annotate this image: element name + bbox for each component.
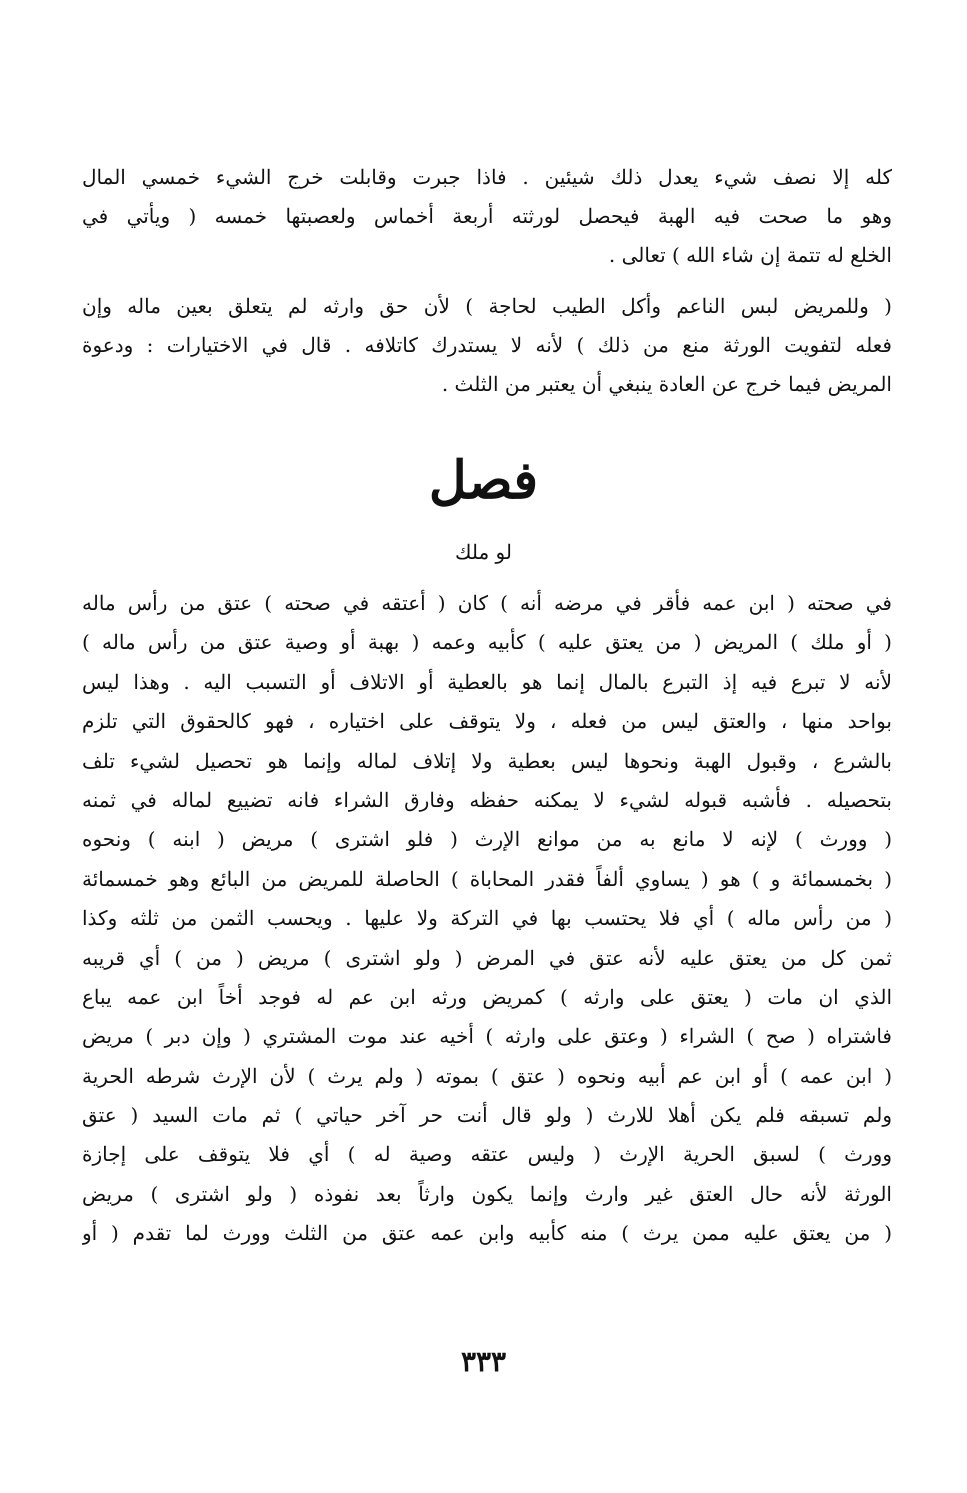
text-line: ( من رأس ماله ) أي فلا يحتسب بها في التركة ولا عليها . ويحسب الثمن من ثلثه وكذا bbox=[82, 906, 892, 931]
text-line: فاشتراه ( صح ) الشراء ( وعتق على وارثه ) أخيه عند موت المشتري ( وإن دبر ) مريض bbox=[82, 1024, 892, 1049]
paragraph-3 bbox=[82, 584, 892, 1254]
section-heading-text: فصل bbox=[428, 450, 539, 511]
text-line: ( ابن عمه ) أو ابن عم أبيه ونحوه ( عتق ) بموته ( ولم يرث ) لأن الإرث شرطه الحرية bbox=[82, 1063, 892, 1088]
text-line: الخلع له تتمة إن شاء الله ) تعالى . bbox=[608, 243, 892, 267]
text-line: وهو ما صحت فيه الهبة فيحصل لورثته أربعة أخماس ولعصبتها خمسه ( ويأتي في bbox=[82, 204, 892, 228]
text-line: ولم تسبقه فلم يكن أهلا للارث ( ولو قال أنت حر آخر حياتي ) ثم مات السيد ( عتق bbox=[82, 1103, 892, 1128]
text-line: ( أو ملك ) المريض ( من يعتق عليه ) كأبيه وعمه ( بهبة أو وصية عتق من رأس ماله ) bbox=[82, 630, 892, 655]
text-line: ( من يعتق عليه ممن يرث ) منه كأبيه وابن عمه عتق من الثلث وورث لما تقدم ( أو bbox=[82, 1221, 892, 1246]
paragraph-2 bbox=[82, 287, 892, 404]
text-line: فعله لتفويت الورثة منع من ذلك ) لأنه لا يستدرك كاتلافه . قال في الاختيارات : ودعوة bbox=[82, 333, 892, 357]
text-line: ( بخمسمائة و ) هو ( يساوي ألفاً فقدر المحاباة ) الحاصلة للمريض من البائع وهو خمسمائة bbox=[82, 866, 892, 891]
text-line: ( وللمريض لبس الناعم وأكل الطيب لحاجة ) لأن حق وارثه لم يتعلق بعين ماله وإن bbox=[82, 294, 892, 318]
page-number: ٣٣٣ bbox=[460, 1345, 507, 1378]
text-line: ثمن كل من يعتق عليه لأنه عتق في المرض ( ولو اشترى ) مريض ( من ) أي قريبه bbox=[82, 945, 892, 970]
text-line: الورثة لأنه حال العتق غير وارث وإنما يكون وارثاً بعد نفوذه ( ولو اشترى ) مريض bbox=[82, 1181, 892, 1206]
text-line: في صحته ( ابن عمه فأقر في مرضه أنه ) كان ( أعتقه في صحته ) عتق من رأس ماله bbox=[82, 591, 892, 615]
text-line: بالشرع ، وقبول الهبة ونحوها ليس بعطية ولا إتلاف لماله وإنما هو تحصيل لشيء تلف bbox=[82, 748, 892, 773]
text-line: لأنه لا تبرع فيه إذ التبرع بالمال إنما هو بالعطية أو الاتلاف أو التسبب اليه . وهذا ليس bbox=[82, 669, 892, 694]
text-line: المريض فيما خرج عن العادة ينبغي أن يعتبر من الثلث . bbox=[441, 372, 892, 396]
text-line: الذي ان مات ( يعتق على وارثه ) كمريض ورثه ابن عم له فوجد أخاً ابن عمه يباع bbox=[82, 984, 892, 1009]
text-line: بتحصيله . فأشبه قبوله لشيء لا يمكنه حفظه وفارق الشراء فانه تضييع لماله في ثمنه bbox=[82, 787, 892, 812]
section-heading bbox=[0, 446, 967, 516]
text-line: بواحد منها ، والعتق ليس من فعله ، ولا يتوقف على اختياره ، فهو كالحقوق التي تلزم bbox=[82, 709, 892, 734]
text-line: كله إلا نصف شيء يعدل ذلك شيئين . فاذا جبرت وقابلت خرج الشيء خمسي المال bbox=[82, 165, 892, 189]
text-line: وورث ) لسبق الحرية الإرث ( وليس عتقه وصية له ) أي فلا يتوقف على إجازة bbox=[82, 1142, 892, 1167]
text-line: ( وورث ) لإنه لا مانع به من موانع الإرث ( فلو اشترى ) مريض ( ابنه ) ونحوه bbox=[82, 827, 892, 852]
subheading: لو ملك bbox=[455, 540, 512, 564]
paragraph-1 bbox=[82, 158, 892, 275]
